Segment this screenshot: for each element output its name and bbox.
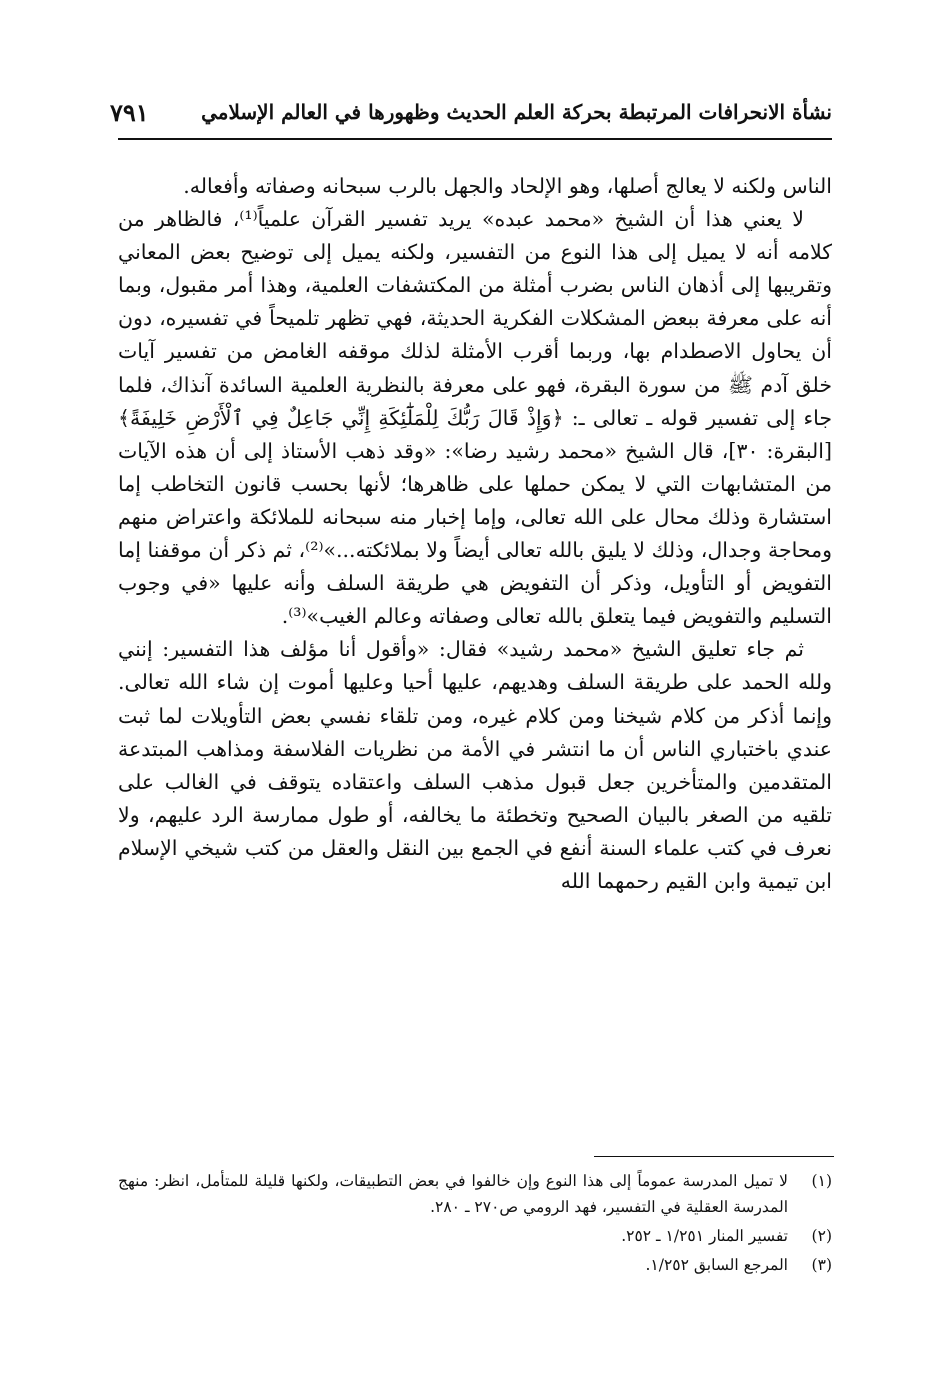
footnotes [118, 1168, 832, 1281]
paragraph: الناس ولكنه لا يعالج أصلها، وهو الإلحاد والجهل بالرب سبحانه وصفاته وأفعاله. [183, 174, 832, 198]
header-divider [118, 138, 832, 140]
page-header [110, 92, 832, 132]
footnote-number: (١) [811, 1172, 832, 1190]
footnote-number: (٢) [811, 1227, 832, 1245]
page-number: ٧٩١ [110, 97, 149, 127]
main-text [118, 170, 832, 898]
footnote-text: المرجع السابق ١/٢٥٢. [645, 1256, 788, 1274]
footnote-item [118, 1252, 832, 1278]
running-title: نشأة الانحرافات المرتبطة بحركة العلم الحديث وظهورها في العالم الإسلامي [201, 100, 832, 124]
footnote-text: لا تميل المدرسة عموماً إلى هذا النوع وإن خالفوا في بعض التطبيقات، ولكنها قليلة للمتأمل، انظر: منهج المدرسة العقلية في التفسير، فهد الرومي ص٢٧٠ ـ ٢٨٠. [118, 1172, 788, 1216]
footnote-item [118, 1223, 832, 1249]
footnote-item [118, 1168, 832, 1220]
footnote-text: تفسير المنار ١/٢٥١ ـ ٢٥٢. [621, 1227, 788, 1245]
footnote-divider [594, 1156, 834, 1157]
paragraph: ثم جاء تعليق الشيخ «محمد رشيد» فقال: «وأقول أنا مؤلف هذا التفسير: إنني ولله الحمد على طريقة السلف وهديهم، عليها أحيا وعليها أموت إن شاء الله تعالى. وإنما أذكر من كلام شيخنا ومن كلام غيره، ومن تلقاء نفسي بعض التأويلات لما ثبت عندي باختباري الناس أن ما انتشر في الأمة من نظريات الفلاسفة ومذاهب المبتدعة المتقدمين والمتأخرين جعل قبول مذهب السلف واعتقاده يتوقف في الغالب على تلقيه من الصغر بالبيان الصحيح وتخطئة ما يخالفه، أو طول ممارسة الرد عليهم، ولا نعرف في كتب علماء السنة أنفع في الجمع بين النقل والعقل من كتب شيخي الإسلام ابن تيمية وابن القيم رحمهما الله [118, 637, 832, 893]
paragraph: لا يعني هذا أن الشيخ «محمد عبده» يريد تفسير القرآن علمياً⁽¹⁾، فالظاهر من كلامه أنه لا يميل إلى هذا النوع من التفسير، ولكنه يميل إلى توضيح بعض المعاني وتقريبها إلى أذهان الناس بضرب أمثلة من المكتشفات العلمية، وهذا أمر مقبول، وبما أنه على معرفة ببعض المشكلات الفكرية الحديثة، فهي تظهر تلميحاً في تفسيره، دون أن يحاول الاصطدام بها، وربما أقرب الأمثلة لذلك موقفه الغامض من تفسير آيات خلق آدم ﷺ من سورة البقرة، فهو على معرفة بالنظرية العلمية السائدة آنذاك، فلما جاء إلى تفسير قوله ـ تعالى ـ: ﴿وَإِذْ قَالَ رَبُّكَ لِلْمَلَٰٓئِكَةِ إِنِّي جَاعِلٌ فِي ٱلْأَرْضِ خَلِيفَةً﴾ [البقرة: ٣٠]، قال الشيخ «محمد رشيد رضا»: «وقد ذهب الأستاذ إلى أن هذه الآيات من المتشابهات التي لا يمكن حملها على ظاهرها؛ لأنها بحسب قانون التخاطب إما استشارة وذلك محال على الله تعالى، وإما إخبار منه سبحانه للملائكة واعتراض منهم ومحاجة وجدال، وذلك لا يليق بالله تعالى أيضاً ولا بملائكته...»⁽²⁾، ثم ذكر أن موقفنا إما التفويض أو التأويل، وذكر أن التفويض هي طريقة السلف وأنه عليها «في وجوب التسليم والتفويض فيما يتعلق بالله تعالى وصفاته وعالم الغيب»⁽³⁾. [118, 207, 832, 629]
footnote-number: (٣) [811, 1256, 832, 1274]
